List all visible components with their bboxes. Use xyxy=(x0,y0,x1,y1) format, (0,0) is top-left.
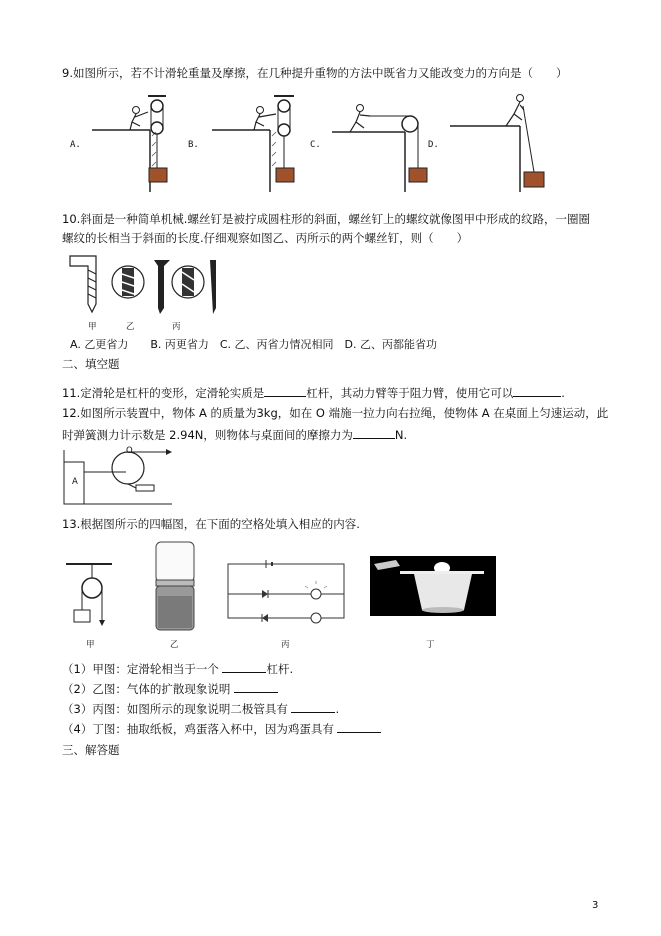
q13-fig-label-yi: 乙 xyxy=(170,640,179,650)
q13-item-3-text: （3）丙图：如图所示的现象说明二极管具有 xyxy=(62,702,292,716)
q13-item-2-blank[interactable] xyxy=(234,681,278,693)
q10-fig-label-jia: 甲 xyxy=(88,322,97,332)
section-answer: 三、解答题 xyxy=(62,743,120,757)
q11-blank-1[interactable] xyxy=(264,385,306,397)
q13-item-1-suffix: 杠杆. xyxy=(266,662,294,676)
q9-option-a: A. xyxy=(70,140,81,150)
section-fill-in: 二、填空题 xyxy=(62,357,120,371)
q10-fig-label-yi: 乙 xyxy=(126,322,135,332)
q13-item-3-suffix: . xyxy=(335,702,340,716)
q10-line-1: 10.斜面是一种简单机械.螺丝钉是被拧成圆柱形的斜面，螺丝钉上的螺纹就像图甲中形成的纹路，一圈圈 xyxy=(62,212,590,226)
q13-item-3 xyxy=(62,701,339,716)
q13-title: 13.根据图所示的四幅图，在下面的空格处填入相应的内容. xyxy=(62,517,360,531)
q10-fig-label-bing: 丙 xyxy=(172,322,181,332)
page-number: 3 xyxy=(592,900,599,911)
q13-item-4-blank[interactable] xyxy=(337,721,381,733)
q9-option-c: C. xyxy=(310,140,321,150)
q13-item-2-text: （2）乙图：气体的扩散现象说明 xyxy=(62,682,234,696)
q9-figure-c xyxy=(330,92,425,192)
q12-part-a: 时弹簧测力计示数是 2.94N，则物体与桌面间的摩擦力为 xyxy=(62,428,353,442)
q13-figure-yi xyxy=(150,540,200,632)
q13-fig-label-bing: 丙 xyxy=(281,640,290,650)
q9-figure-a xyxy=(90,92,180,192)
q9-option-d: D. xyxy=(428,140,439,150)
q10-line-2: 螺纹的长相当于斜面的长度.仔细观察如图乙、丙所示的两个螺丝钉，则（ ） xyxy=(62,231,469,245)
q12-line-2 xyxy=(62,427,407,442)
q11-part-b: 杠杆，其动力臂等于阻力臂，使用它可以 xyxy=(306,386,514,400)
q13-item-4-text: （4）丁图：抽取纸板，鸡蛋落入杯中，因为鸡蛋具有 xyxy=(62,722,338,736)
q12-fig-label-a: A xyxy=(72,477,78,487)
q11-blank-2[interactable] xyxy=(513,385,561,397)
q12-part-b: N. xyxy=(394,428,408,442)
q13-item-3-blank[interactable] xyxy=(291,701,335,713)
q13-item-2 xyxy=(62,681,278,696)
q13-figure-bing xyxy=(226,556,348,622)
q13-figure-jia xyxy=(66,562,116,632)
q11-text xyxy=(62,385,565,400)
q12-line-1: 12.如图所示装置中，物体 A 的质量为3kg，如在 O 端施一拉力向右拉绳，使物体 A 在桌面上匀速运动，此 xyxy=(62,406,609,420)
q9-figure-d xyxy=(450,92,550,192)
q13-fig-label-ding: 丁 xyxy=(426,640,435,650)
q9-text: 9.如图所示，若不计滑轮重量及摩擦，在几种提升重物的方法中既省力又能改变力的方向是（ ） xyxy=(62,66,568,80)
q13-fig-label-jia: 甲 xyxy=(86,640,95,650)
q12-blank[interactable] xyxy=(353,427,395,439)
q13-item-1-blank[interactable] xyxy=(222,661,266,673)
q9-figure-b xyxy=(210,92,300,192)
q12-figure xyxy=(62,448,172,506)
q12-fig-label-o: O xyxy=(126,446,133,456)
q13-item-1-text: （1）甲图：定滑轮相当于一个 xyxy=(62,662,223,676)
q13-figure-ding xyxy=(370,556,496,616)
q11-part-a: 11.定滑轮是杠杆的变形，定滑轮实质是 xyxy=(62,386,265,400)
q9-option-b: B. xyxy=(188,140,199,150)
q13-item-1 xyxy=(62,661,293,676)
q10-options: A. 乙更省力 B. 丙更省力 C. 乙、丙省力情况相同 D. 乙、丙都能省功 xyxy=(70,338,437,351)
q13-item-4 xyxy=(62,721,381,736)
q10-figure-screws xyxy=(66,252,216,322)
q11-part-c: . xyxy=(561,386,565,400)
